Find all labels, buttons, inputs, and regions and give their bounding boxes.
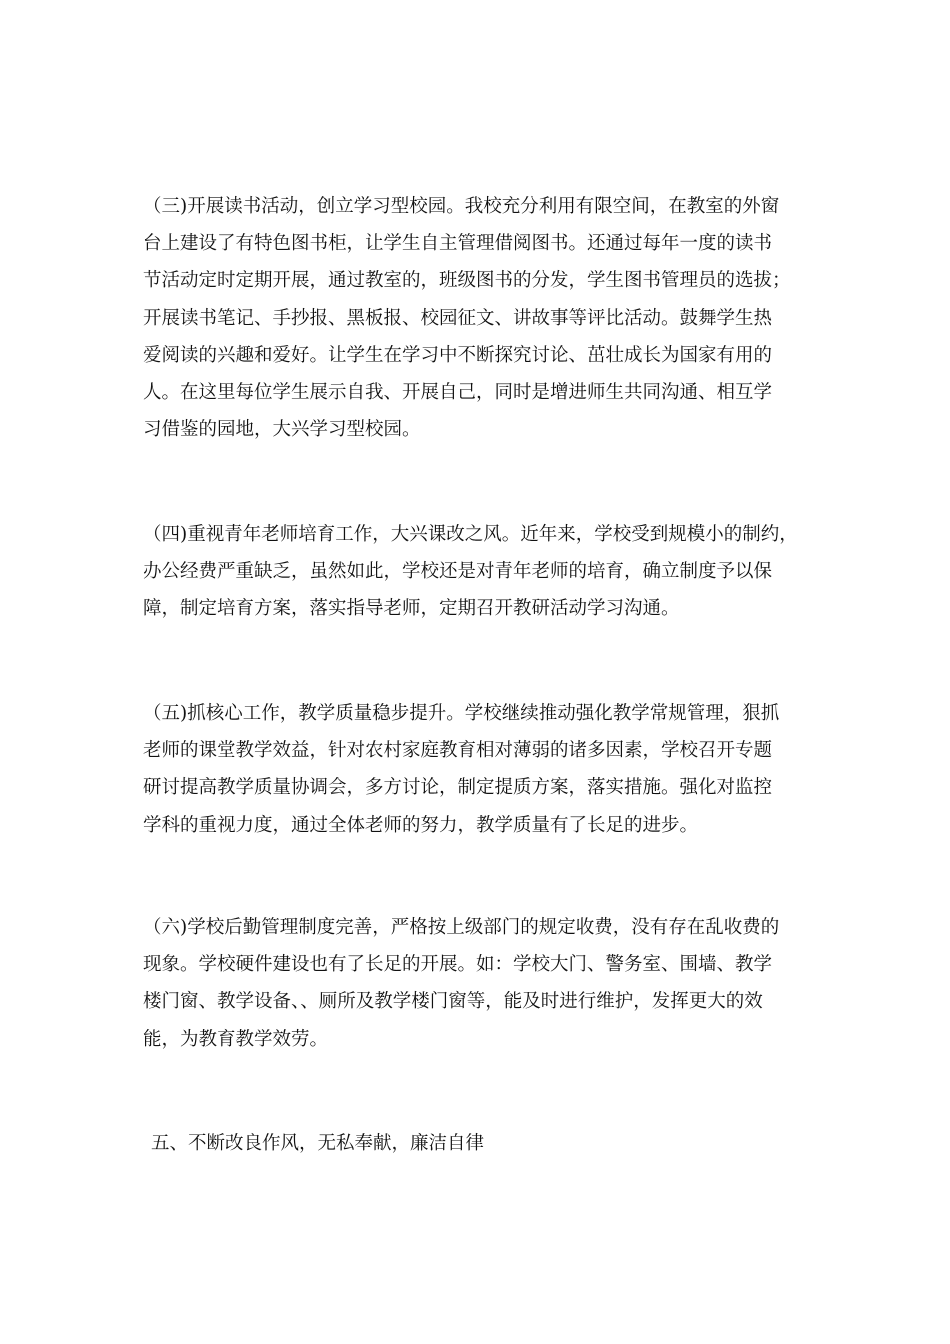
paragraph-line: 节活动定时定期开展，通过教室的，班级图书的分发，学生图书管理员的选拔； — [143, 270, 791, 292]
paragraph-young-teachers — [143, 516, 833, 628]
section-heading: 五、不断改良作风，无私奉献，廉洁自律 — [151, 1133, 485, 1154]
paragraph-line: 人。在这里每位学生展示自我、开展自己，同时是增进师生共同沟通、相互学 — [143, 381, 773, 403]
paragraph-line: 楼门窗、教学设备、、厕所及教学楼门窗等，能及时进行维护，发挥更大的效 — [143, 991, 763, 1013]
paragraph-line: （六)学校后勤管理制度完善，严格按上级部门的规定收费，没有存在乱收费的 — [143, 917, 780, 938]
paragraph-line: 习借鉴的园地，大兴学习型校园。 — [143, 419, 421, 441]
paragraph-line: （三)开展读书活动，创立学习型校园。我校充分利用有限空间，在教室的外窗 — [143, 196, 780, 217]
paragraph-line: 爱阅读的兴趣和爱好。让学生在学习中不断探究讨论、茁壮成长为国家有用的 — [143, 344, 773, 366]
paragraph-logistics-management — [143, 909, 833, 1058]
paragraph-line: （四)重视青年老师培育工作，大兴课改之风。近年来，学校受到规模小的制约， — [143, 524, 798, 545]
paragraph-line: 障，制定培育方案，落实指导老师，定期召开教研活动学习沟通。 — [143, 598, 680, 620]
paragraph-line: 能，为教育教学效劳。 — [143, 1028, 329, 1050]
paragraph-line: 开展读书笔记、手抄报、黑板报、校园征文、讲故事等评比活动。鼓舞学生热 — [143, 307, 773, 329]
paragraph-teaching-quality — [143, 695, 833, 844]
paragraph-line: 台上建设了有特色图书柜，让学生自主管理借阅图书。还通过每年一度的读书 — [143, 233, 773, 255]
paragraph-line: （五)抓核心工作，教学质量稳步提升。学校继续推动强化教学常规管理，狠抓 — [143, 703, 780, 724]
paragraph-line: 研讨提高教学质量协调会，多方讨论，制定提质方案，落实措施。强化对监控 — [143, 777, 773, 799]
paragraph-reading-activities — [143, 188, 833, 448]
paragraph-line: 办公经费严重缺乏，虽然如此，学校还是对青年老师的培育，确立制度予以保 — [143, 561, 773, 583]
paragraph-line: 现象。学校硬件建设也有了长足的开展。如：学校大门、警务室、围墙、教学 — [143, 954, 773, 976]
paragraph-line: 学科的重视力度，通过全体老师的努力，教学质量有了长足的进步。 — [143, 814, 699, 836]
paragraph-line: 老师的课堂教学效益，针对农村家庭教育相对薄弱的诸多因素，学校召开专题 — [143, 740, 773, 762]
